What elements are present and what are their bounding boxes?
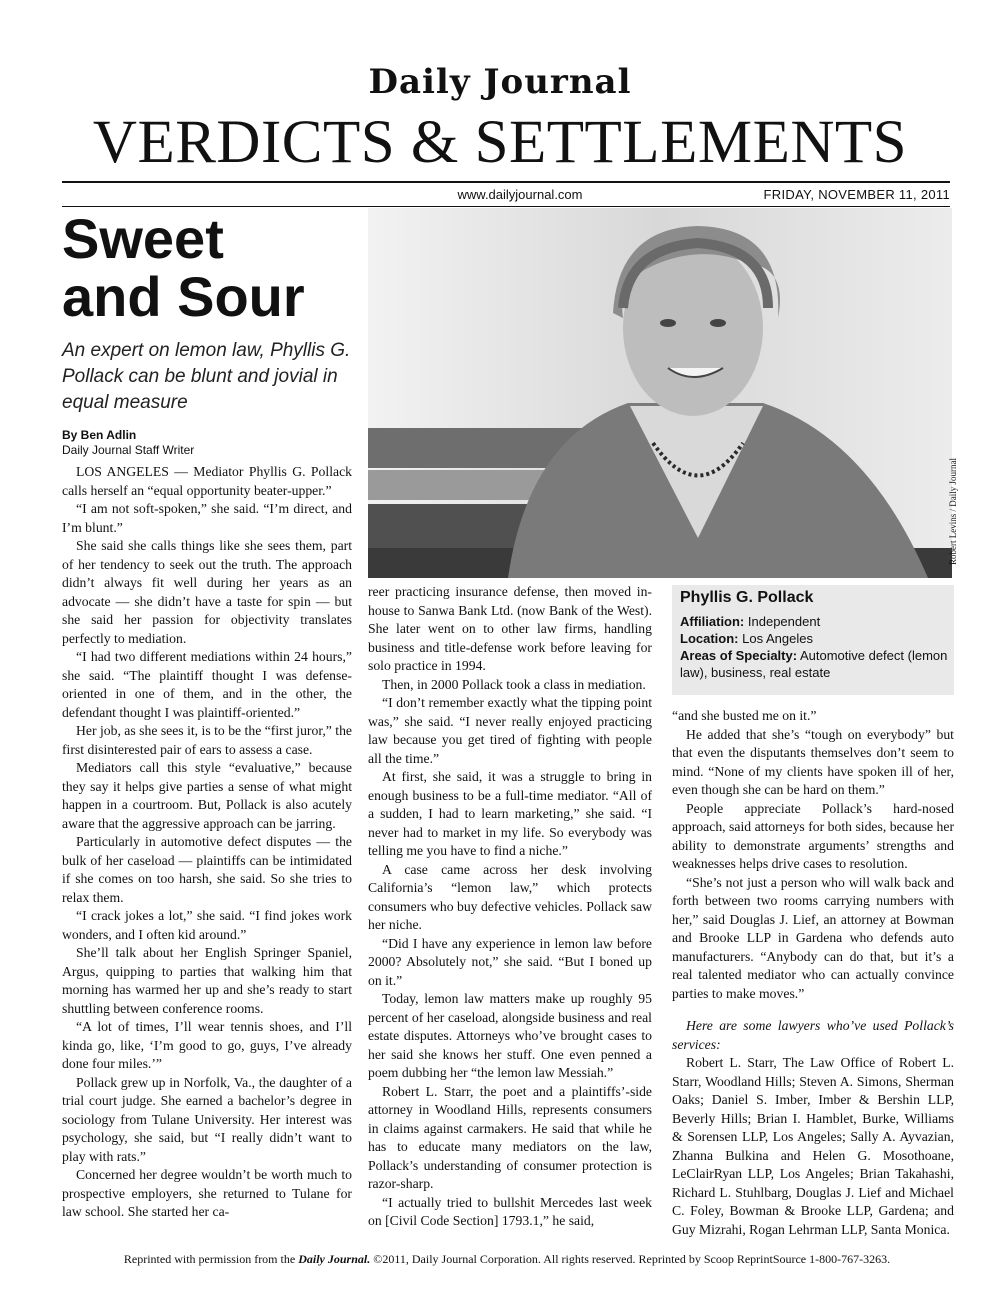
lawyers-intro: Here are some lawyers who’ve used Pollack’s services: bbox=[672, 1018, 954, 1052]
paragraph: “I had two different mediations within 24 hours,” she said. “The plaintiff thought I was defense-oriented in one of them, and in the other, the defendant thought I was plaintiff-oriented.” bbox=[62, 649, 352, 720]
paragraph: Today, lemon law matters make up roughly 95 percent of her caseload, alongside business and real estate disputes. Attorneys who’ve brought cases to her said she knows her stuff. One even penned a poem dubbing her “the lemon law Messiah.” bbox=[368, 991, 652, 1080]
paragraph: “She’s not just a person who will walk back and forth between two rooms carrying numbers with her,” said Douglas J. Lief, an attorney at Bowman and Brooke LLP in Gardena who defends auto manufacturers. “Anybody can do that, but it’s a real talented mediator who can actually convince parties to make moves.” bbox=[672, 874, 954, 1001]
paragraph: “I am not soft-spoken,” she said. “I’m direct, and I’m blunt.” bbox=[62, 501, 352, 535]
sidebar-location bbox=[680, 630, 950, 647]
paragraph: Robert L. Starr, the poet and a plaintiffs’-side attorney in Woodland Hills, represents consumers in claims against carmakers. He said that while he has to educate many mediators on the law, Pollack’s understanding of consumer protection is razor-sharp. bbox=[368, 1083, 652, 1191]
footer-publication: Daily Journal. bbox=[298, 1252, 371, 1266]
location-label: Location: bbox=[680, 631, 739, 646]
portrait-photo bbox=[368, 208, 952, 578]
website-link[interactable]: www.dailyjournal.com bbox=[457, 187, 583, 202]
headline bbox=[62, 207, 382, 328]
sidebar-affiliation bbox=[680, 613, 950, 630]
article-column-1 bbox=[62, 463, 352, 1222]
byline-title: Daily Journal Staff Writer bbox=[62, 443, 195, 457]
issue-date: FRIDAY, NOVEMBER 11, 2011 bbox=[763, 187, 950, 202]
article-column-2 bbox=[368, 583, 652, 1231]
paragraph: She’ll talk about her English Springer Spaniel, Argus, quipping to parties that walking him that morning has warmed her up and she’s ready to start shuttling between conference rooms. bbox=[62, 945, 352, 1016]
masthead-rule-top bbox=[62, 181, 950, 183]
specialty-value: Automotive defect (lemon law), business, real estate bbox=[680, 648, 948, 680]
headline-line-2: and Sour bbox=[62, 265, 305, 328]
paragraph: Pollack grew up in Norfolk, Va., the daughter of a trial court judge. She earned a bachelor’s degree in sociology from Tulane University. Her interest was psychology, she said, but “I really didn’t want to play with rats.” bbox=[62, 1074, 352, 1164]
sidebar-name: Phyllis G. Pollack bbox=[680, 589, 814, 606]
masthead-section-title: VERDICTS & SETTLEMENTS bbox=[92, 109, 908, 176]
paragraph: Particularly in automotive defect disputes — the bulk of her caseload — plaintiffs can be intimidated if she comes on too harsh, she said. So she tries to relax them. bbox=[62, 834, 352, 905]
footer-pre: Reprinted with permission from the bbox=[123, 1252, 299, 1266]
location-value: Los Angeles bbox=[742, 631, 813, 646]
paragraph: “A lot of times, I’ll wear tennis shoes, and I’ll kinda go, like, ‘I’m good to go, guys, I’ve already done four miles.’” bbox=[62, 1019, 352, 1071]
paragraph: reer practicing insurance defense, then moved in-house to Sanwa Bank Ltd. (now Bank of the West). She later went on to other law firms, handling business and title-defense work before leaving for solo practice in 1994. bbox=[368, 584, 652, 673]
masthead-brand: Daily Journal bbox=[368, 62, 632, 102]
paragraph: He added that she’s “tough on everybody” but that even the disputants themselves don’t seem to mind. “None of my clients have spoken ill of her, even though she can be hard on them.” bbox=[672, 726, 954, 797]
footer-post: ©2011, Daily Journal Corporation. All rights reserved. Reprinted by Scoop ReprintSource 1-800-767-3263. bbox=[370, 1252, 891, 1266]
paragraph: LOS ANGELES — Mediator Phyllis G. Pollack calls herself an “equal opportunity beater-upper.” bbox=[62, 464, 352, 498]
headline-line-1: Sweet bbox=[62, 207, 224, 270]
paragraph: “Did I have any experience in lemon law before 2000? Absolutely not,” she said. “But I boned up on it.” bbox=[368, 935, 652, 988]
paragraph: Her job, as she sees it, is to be the “first juror,” the first disinterested pair of ears to assess a case. bbox=[62, 723, 352, 757]
paragraph: She said she calls things like she sees them, part of her tendency to seek out the truth. The approach didn’t always fit well during her years as an advocate — she didn’t have a taste for spin — but she said her passion for objectivity translates perfectly to mediation. bbox=[62, 538, 352, 646]
paragraph: “I crack jokes a lot,” she said. “I find jokes work wonders, and I often kid around.” bbox=[62, 908, 352, 942]
reprint-footer bbox=[62, 1252, 952, 1267]
paragraph: Mediators call this style “evaluative,” because they say it helps give parties a sense of what might happen in a courtroom. But, Pollack is also acutely aware that the aggressive approach can be jarring. bbox=[62, 760, 352, 831]
lawyers-list: Robert L. Starr, The Law Office of Robert L. Starr, Woodland Hills; Steven A. Simons, Sherman Oaks; Daniel S. Imber, Imber & Bershin LLP, Beverly Hills; Brian I. Hamblet, Burke, Williams & Sorensen LLP, Los Angeles; Sally A. Ayvazian, Zhanna Bulkina and Helen G. Mosothoane, LeClairRyan LLP, Los Angeles; Brian Takahashi, Richard L. Stuhlbarg, Douglas J. Lief and Michael C. Foley, Bowman & Brooke LLP, Gardena; and Guy Mizrahi, Rogan Lehrman LLP, Santa Monica. bbox=[672, 1055, 954, 1237]
paragraph: “and she busted me on it.” bbox=[672, 708, 817, 723]
byline: By Ben Adlin bbox=[62, 428, 137, 442]
article-column-3 bbox=[672, 707, 954, 1239]
paragraph: Then, in 2000 Pollack took a class in mediation. bbox=[382, 676, 646, 692]
paragraph: Concerned her degree wouldn’t be worth much to prospective employers, she returned to Tulane for law school. She started her ca- bbox=[62, 1167, 352, 1219]
sidebar-specialty bbox=[680, 647, 950, 681]
paragraph: People appreciate Pollack’s hard-nosed approach, said attorneys for both sides, because her ability to demonstrate arguments’ strengths and weaknesses helps drive cases to resolution. bbox=[672, 800, 954, 871]
specialty-label: Areas of Specialty: bbox=[680, 648, 798, 663]
paragraph: At first, she said, it was a struggle to bring in enough business to be a full-time mediator. “All of a sudden, I had to learn marketing,” she said. “I never had to market in my life. So everybody was telling me you have to find a niche.” bbox=[368, 769, 652, 858]
paragraph: “I don’t remember exactly what the tipping point was,” she said. “I never really enjoyed practicing law because you get tired of fighting with people all the time.” bbox=[368, 695, 652, 766]
affiliation-label: Affiliation: bbox=[680, 614, 745, 629]
profile-sidebar bbox=[672, 585, 954, 695]
paragraph: “I actually tried to bullshit Mercedes last week on [Civil Code Section] 1793.1,” he said, bbox=[368, 1194, 652, 1228]
portrait-illustration bbox=[368, 208, 952, 578]
deck: An expert on lemon law, Phyllis G. Pollack can be blunt and jovial in equal measure bbox=[62, 340, 351, 413]
paragraph: A case came across her desk involving California’s “lemon law,” which protects consumers who buy defective vehicles. Pollack saw her niche. bbox=[368, 861, 652, 932]
affiliation-value: Independent bbox=[747, 614, 821, 629]
photo-credit: Robert Levins / Daily Journal bbox=[948, 458, 958, 565]
